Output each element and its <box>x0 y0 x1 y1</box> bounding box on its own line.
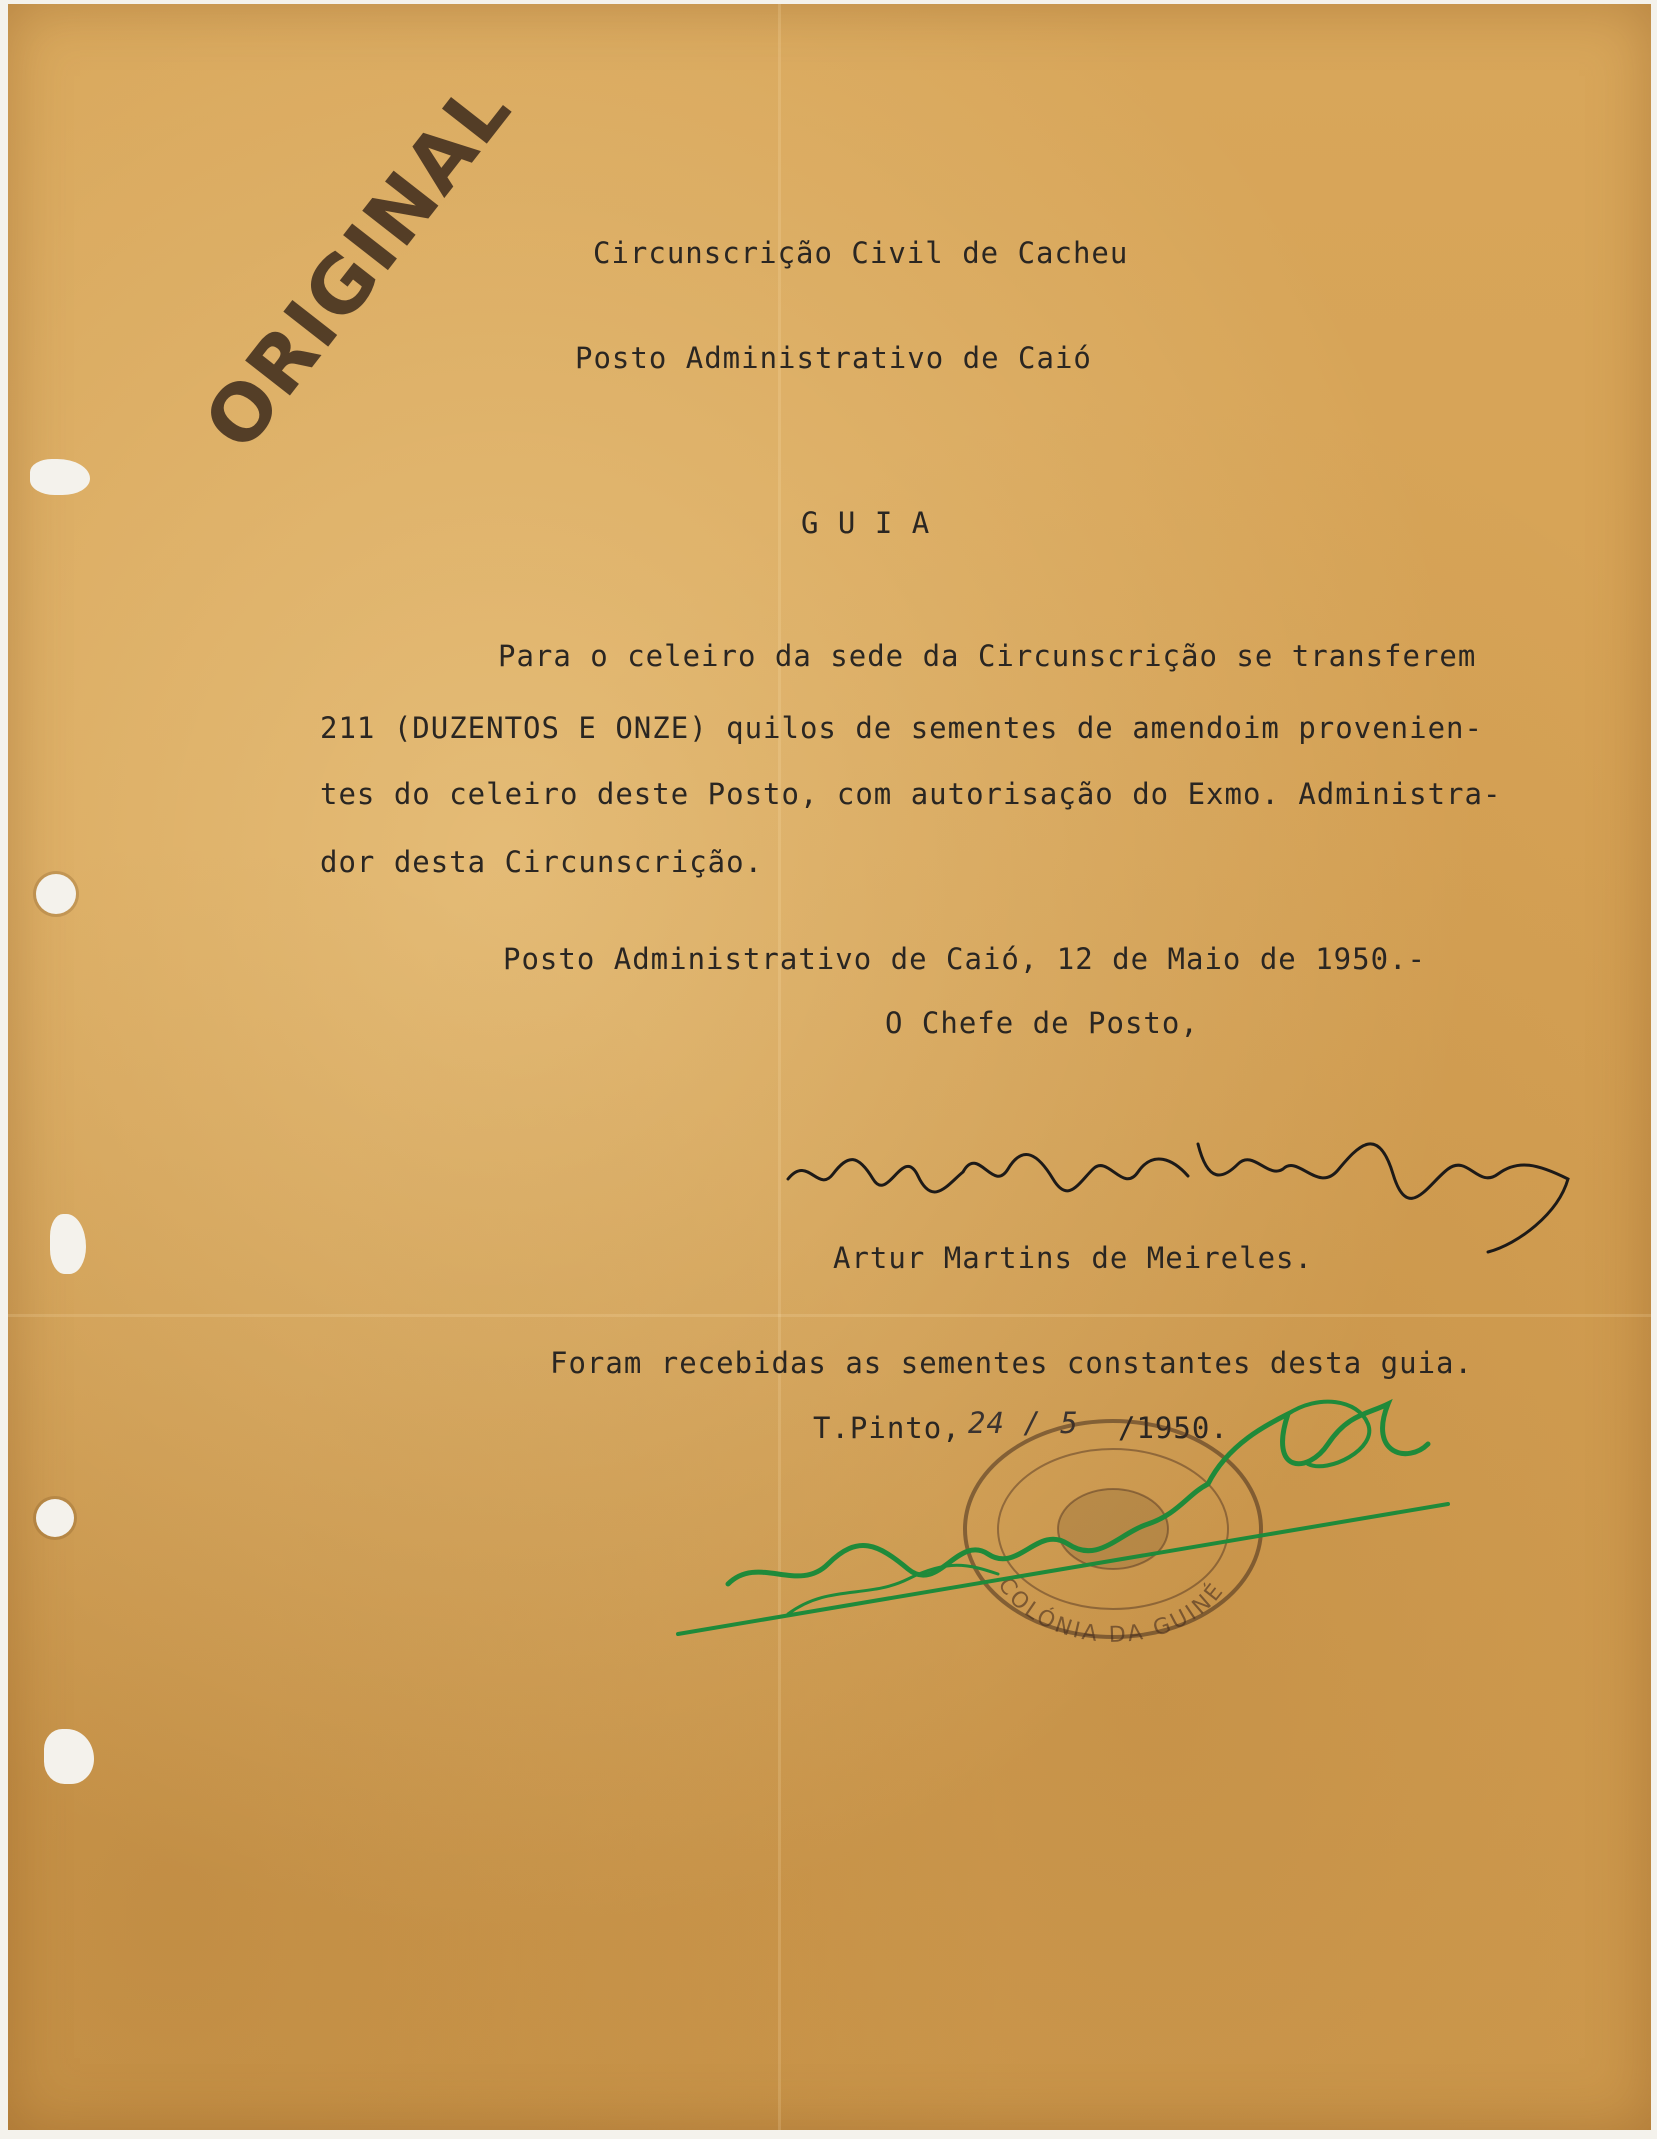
paper-tear <box>30 459 90 495</box>
document-title: G U I A <box>801 506 931 540</box>
paper-tear <box>50 1214 86 1274</box>
place-date: Posto Administrativo de Caió, 12 de Maio de 1950.- <box>503 942 1426 976</box>
signatory-name: Artur Martins de Meireles. <box>833 1241 1313 1275</box>
binder-hole <box>36 1499 74 1537</box>
header-posto: Posto Administrativo de Caió <box>575 341 1092 375</box>
body-line-3: tes do celeiro deste Posto, com autorisação do Exmo. Administra- <box>320 777 1502 811</box>
document-page <box>8 4 1651 2130</box>
receipt-place: T.Pinto, <box>813 1411 961 1445</box>
receipt-handwritten-date: 24 / 5 <box>968 1406 1079 1440</box>
signatory-title: O Chefe de Posto, <box>885 1006 1199 1040</box>
body-line-2: 211 (DUZENTOS E ONZE) quilos de sementes de amendoim provenien- <box>320 711 1483 745</box>
signature-receiver <box>668 1384 1468 1644</box>
paper-tear <box>44 1729 94 1784</box>
binder-hole <box>36 874 76 914</box>
receipt-year: /1950. <box>1118 1411 1229 1445</box>
seal-text: COLÓNIA DA GUINÉ <box>992 1573 1230 1644</box>
body-line-4: dor desta Circunscrição. <box>320 845 764 879</box>
header-circunscricao: Circunscrição Civil de Cacheu <box>593 236 1129 270</box>
receipt-text: Foram recebidas as sementes constantes desta guia. <box>550 1346 1473 1380</box>
signature-chefe <box>778 1084 1608 1264</box>
paper-crease <box>778 4 781 2130</box>
paper-crease <box>8 1314 1651 1317</box>
body-line-1: Para o celeiro da sede da Circunscrição se transferem <box>498 639 1477 673</box>
original-stamp: ORIGINAL <box>187 64 530 467</box>
